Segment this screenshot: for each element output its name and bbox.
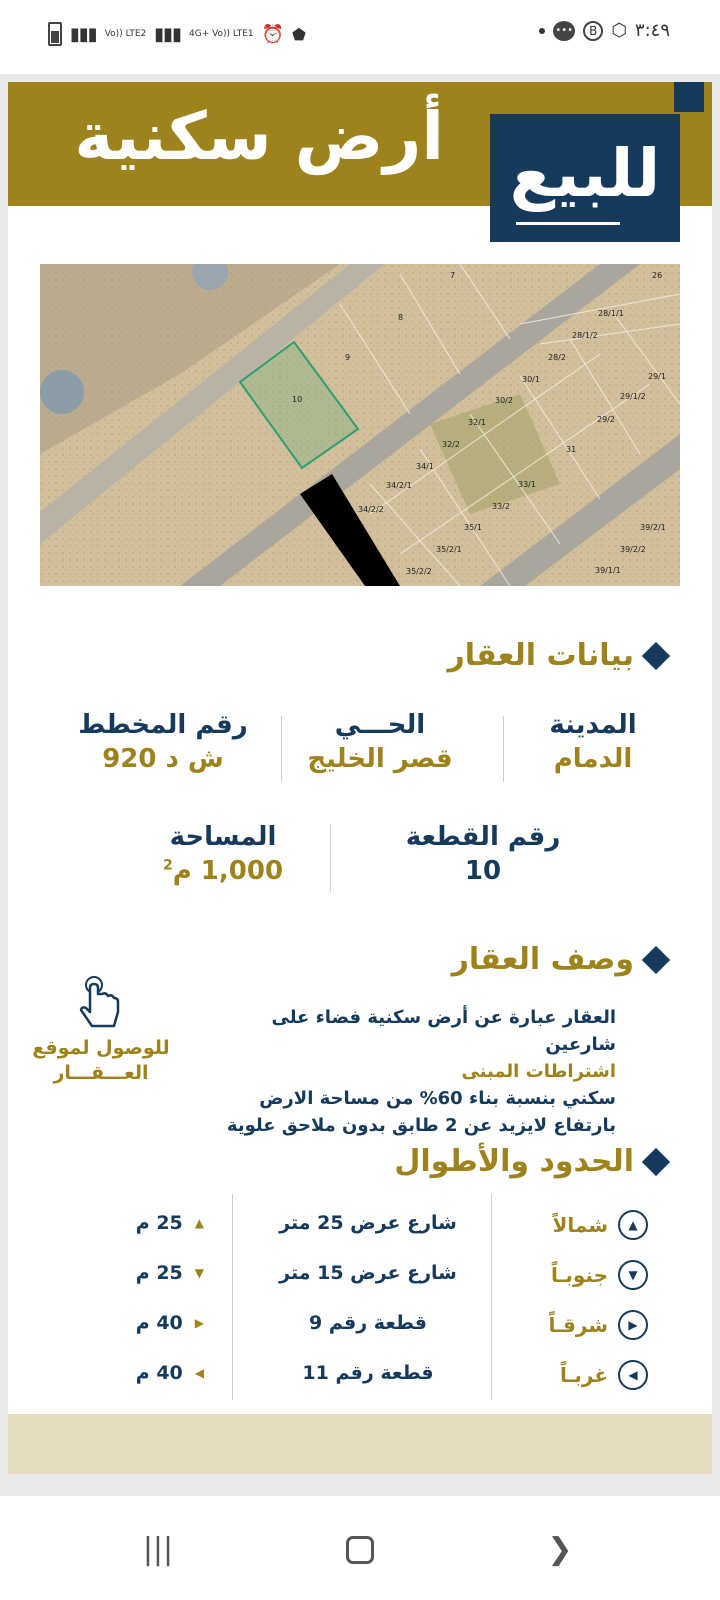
district-value: قصر الخليج [307, 744, 453, 774]
plan-value: ش د 920 [102, 744, 224, 774]
map-label: 30/1 [522, 375, 540, 384]
boundary-description: قطعة رقم 9 [309, 1312, 427, 1334]
map-label: 28/1/1 [598, 309, 624, 318]
arrow-right-icon: ▶ [194, 1316, 204, 1330]
boundary-description: شارع عرض 25 متر [279, 1212, 457, 1234]
description-line: العقار عبارة عن أرض سكنية فضاء على شارعين [271, 1007, 616, 1055]
arrow-left-icon: ◀ [618, 1360, 648, 1390]
city-value: الدمام [553, 744, 633, 774]
map-label: 32/2 [442, 440, 460, 449]
boundary-description: قطعة رقم 11 [302, 1362, 434, 1384]
arrow-down-icon: ▼ [194, 1266, 204, 1280]
boundary-direction [560, 1360, 648, 1390]
description-line: سكني بنسبة بناء 60% من مساحة الارض [259, 1088, 616, 1109]
boundary-row-east [8, 1302, 712, 1352]
divider [503, 716, 504, 782]
map-label: 35/2/1 [436, 545, 462, 554]
boundary-direction-label: شمالاً [552, 1213, 608, 1237]
footer-band [8, 1414, 712, 1474]
vpn-icon: ⬡ [611, 20, 627, 41]
status-right [539, 20, 670, 41]
area-value: 1,000 م [172, 856, 284, 886]
chat-icon: ••• [553, 21, 575, 41]
boundary-direction [548, 1310, 648, 1340]
banner-title: أرض سكنية [74, 98, 444, 175]
map-label: 10 [292, 395, 303, 404]
boundary-length [136, 1262, 204, 1284]
status-bar [0, 0, 720, 74]
map-label: 30/2 [495, 396, 513, 405]
boundary-direction-label: شرقـاً [548, 1313, 608, 1337]
hand-pointer-icon [78, 976, 124, 1032]
divider [330, 824, 331, 892]
description-line: اشتراطات المبنى [461, 1061, 616, 1082]
map-label: 35/2/2 [406, 567, 432, 576]
map-label: 33/1 [518, 480, 536, 489]
boundary-length-value: 40 م [135, 1362, 183, 1384]
boundaries-header [394, 1144, 666, 1179]
area-unit-superscript: 2 [162, 857, 173, 874]
home-button-icon[interactable] [340, 1530, 380, 1570]
plot-label: رقم القطعة [405, 822, 561, 852]
clock-time: ٣:٤٩ [634, 20, 670, 41]
app-notification-icon: ⬟ [292, 24, 306, 44]
area-field [128, 822, 318, 886]
boundary-direction [551, 1260, 648, 1290]
sale-badge [490, 114, 680, 242]
recent-apps-icon[interactable]: ||| [142, 1532, 174, 1567]
boundary-row-west [8, 1352, 712, 1402]
map-tank [40, 370, 84, 414]
alarm-icon: ⏰ [261, 23, 285, 45]
arrow-up-icon: ▲ [618, 1210, 648, 1240]
map-label: 31 [566, 445, 577, 454]
description-header [452, 942, 666, 977]
district-field [280, 710, 480, 774]
map-label: 28/1/2 [572, 331, 598, 340]
boundary-length-value: 25 م [135, 1262, 183, 1284]
arrow-right-icon: ▶ [618, 1310, 648, 1340]
map-label: 39/2/1 [640, 523, 666, 532]
arrow-left-icon: ◀ [194, 1366, 204, 1380]
boundary-description: شارع عرض 15 متر [279, 1262, 457, 1284]
notification-dot-icon [539, 28, 545, 34]
satellite-map [40, 264, 680, 586]
map-label: 39/2/2 [620, 545, 646, 554]
sale-corner [674, 82, 704, 112]
map-label: 29/1/2 [620, 392, 646, 401]
boundary-length-value: 25 م [135, 1212, 183, 1234]
map-label: 28/2 [548, 353, 566, 362]
property-data-title: بيانات العقار [447, 638, 634, 673]
boundary-direction-label: غربـاً [560, 1363, 608, 1387]
boundary-length [136, 1312, 204, 1334]
b-icon: B [583, 21, 603, 41]
city-label: المدينة [549, 710, 637, 740]
network-1-label: Vo)) LTE2 [104, 28, 147, 39]
map-label: 39/1/1 [595, 566, 621, 575]
description-title: وصف العقار [451, 942, 634, 977]
signal-icon: ▮▮▮ [70, 23, 97, 45]
diamond-bullet-icon [642, 641, 670, 669]
boundary-length-value: 40 م [135, 1312, 183, 1334]
boundary-row-north [8, 1202, 712, 1252]
diamond-bullet-icon [642, 1147, 670, 1175]
arrow-up-icon: ▲ [194, 1216, 204, 1230]
boundary-row-south [8, 1252, 712, 1302]
status-left [48, 22, 306, 46]
plan-field [68, 710, 258, 774]
battery-icon [48, 22, 62, 46]
map-label: 26 [652, 271, 663, 280]
area-value-wrap [128, 856, 318, 886]
boundary-direction-label: جنوبـاً [551, 1263, 608, 1287]
map-label: 34/2/1 [386, 481, 412, 490]
plan-label: رقم المخطط [78, 710, 248, 740]
city-field [518, 710, 668, 774]
map-label: 34/2/2 [358, 505, 384, 514]
plot-value: 10 [464, 856, 502, 886]
navigation-bar [0, 1496, 720, 1600]
description-line: بارتفاع لايزيد عن 2 طابق بدون ملاحق علوية [226, 1115, 616, 1136]
boundary-length [136, 1212, 204, 1234]
location-link[interactable] [26, 976, 176, 1086]
map-label: 7 [450, 271, 456, 280]
network-2-label: 4G+ Vo)) LTE1 [188, 28, 254, 39]
arrow-down-icon: ▼ [618, 1260, 648, 1290]
description-text [196, 1004, 616, 1139]
sale-underline [516, 222, 620, 225]
plot-field [388, 822, 578, 886]
map-label: 9 [345, 353, 351, 362]
sale-label: للبيع [509, 135, 661, 212]
map-label: 29/2 [597, 415, 615, 424]
map-label: 32/1 [468, 418, 486, 427]
map-label: 34/1 [416, 462, 434, 471]
back-icon[interactable]: ❯ [547, 1532, 573, 1567]
district-label: الحـــي [334, 710, 426, 740]
home-shape [346, 1536, 374, 1564]
map-label: 29/1 [648, 372, 666, 381]
map-label: 8 [398, 313, 404, 322]
diamond-bullet-icon [642, 945, 670, 973]
area-label: المساحة [169, 822, 277, 852]
map-label: 35/1 [464, 523, 482, 532]
map-label: 33/2 [492, 502, 510, 511]
location-link-text: للوصول لموقع العـــقـــار [32, 1037, 170, 1084]
listing-card [8, 82, 712, 1474]
boundary-length [136, 1362, 204, 1384]
boundary-direction [553, 1210, 648, 1240]
property-data-header [447, 638, 666, 673]
divider [281, 716, 282, 782]
boundaries-title: الحدود والأطوال [394, 1144, 634, 1179]
signal-icon-2: ▮▮▮ [154, 23, 181, 45]
